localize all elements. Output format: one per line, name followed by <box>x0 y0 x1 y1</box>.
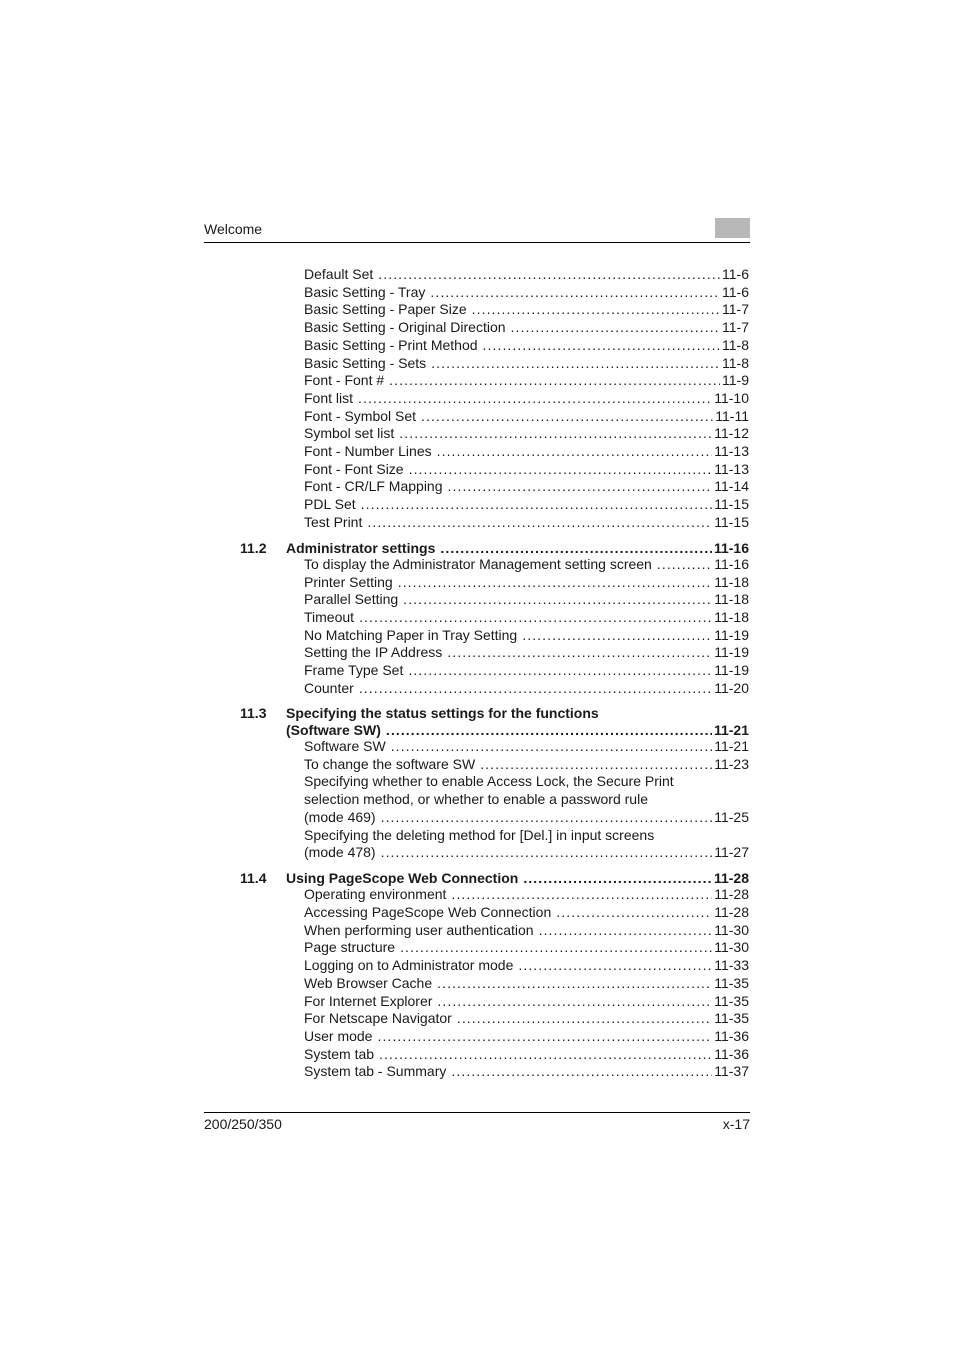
toc-entry-text: Basic Setting - Tray <box>304 283 426 300</box>
toc-entry-mode-478[interactable] <box>304 827 749 862</box>
section-page: 11-21 <box>713 721 749 738</box>
toc-entry[interactable] <box>304 319 749 337</box>
footer-model: 200/250/350 <box>204 1116 282 1132</box>
header-title: Welcome <box>204 221 263 237</box>
toc-entry[interactable] <box>304 1063 749 1081</box>
toc-entry-page: 11-27 <box>714 844 749 861</box>
toc-entry-text: Timeout <box>304 608 355 625</box>
toc-entry-page: 11-35 <box>714 974 749 991</box>
toc-entry-text: PDL Set <box>304 496 356 513</box>
toc-section-11-3[interactable] <box>240 705 749 738</box>
toc-entry[interactable] <box>304 922 749 940</box>
toc-entry-text: Page structure <box>304 939 396 956</box>
toc-entry[interactable] <box>304 609 749 627</box>
toc-entry-text: Default Set <box>304 266 374 282</box>
toc-section-11-3-items <box>240 738 749 773</box>
section-page: 11-28 <box>713 869 749 886</box>
toc-entry-text: System tab - Summary <box>304 1063 447 1080</box>
toc-section-11-2-items <box>240 556 749 698</box>
toc-entry[interactable] <box>304 591 749 609</box>
toc-entry-text: Web Browser Cache <box>304 974 433 991</box>
toc-entry-page: 11-13 <box>714 460 749 477</box>
toc-entry-page: 11-36 <box>714 1027 749 1044</box>
toc-entry[interactable] <box>304 993 749 1011</box>
toc-entry[interactable] <box>304 301 749 319</box>
toc-entry-page: 11-10 <box>714 389 749 406</box>
section-title: Using PageScope Web Connection <box>286 869 519 886</box>
toc-entry[interactable] <box>304 337 749 355</box>
toc-entry-line2: (mode 478) <box>304 844 376 861</box>
section-number: 11.3 <box>240 705 267 722</box>
toc-entry-text: No Matching Paper in Tray Setting <box>304 626 518 643</box>
toc-entry[interactable] <box>304 975 749 993</box>
toc-entry-text: Setting the IP Address <box>304 644 443 661</box>
toc-entry-text: Frame Type Set <box>304 662 404 679</box>
toc-entry-line1: Specifying whether to enable Access Lock, the Secure Print <box>304 773 674 790</box>
section-title-line2: (Software SW) <box>286 721 381 738</box>
toc-entry[interactable] <box>304 662 749 680</box>
page-header <box>204 216 750 243</box>
toc-entry-text: Accessing PageScope Web Connection <box>304 903 552 920</box>
toc-entry-text: Basic Setting - Print Method <box>304 336 478 353</box>
toc-entry[interactable] <box>304 574 749 592</box>
toc-section-11-2[interactable] <box>240 540 749 556</box>
section-title: Administrator settings <box>286 539 436 556</box>
toc-entry[interactable] <box>304 756 749 774</box>
toc-section-11-4[interactable] <box>240 870 749 886</box>
toc-entry[interactable] <box>304 627 749 645</box>
toc-entry-page: 11-21 <box>714 738 749 755</box>
toc-entry-text: Font list <box>304 389 354 406</box>
toc-entry[interactable] <box>304 904 749 922</box>
toc-entry-page: 11-8 <box>722 336 749 353</box>
section-page: 11-16 <box>713 539 749 556</box>
toc-entry-page: 11-30 <box>714 939 749 956</box>
toc-entry-text: Software SW <box>304 738 386 755</box>
toc-entry[interactable] <box>304 408 749 426</box>
toc-entry-page: 11-37 <box>714 1063 749 1080</box>
toc-entry-page: 11-15 <box>714 513 749 530</box>
toc-entry[interactable] <box>304 556 749 574</box>
toc-entry[interactable] <box>304 443 749 461</box>
footer-page-number: x-17 <box>722 1116 750 1132</box>
toc-entry-text: Font - Symbol Set <box>304 407 417 424</box>
toc-entry-page: 11-19 <box>714 662 749 679</box>
toc-entry-line2: selection method, or whether to enable a password rule <box>304 791 648 808</box>
toc-entry[interactable] <box>304 425 749 443</box>
toc-entry-text: When performing user authentication <box>304 921 534 938</box>
toc-entry[interactable] <box>304 461 749 479</box>
toc-entry-page: 11-35 <box>714 1010 749 1027</box>
toc-entry-page: 11-7 <box>722 319 749 336</box>
toc-entry[interactable] <box>304 514 749 532</box>
toc-entry-page: 11-9 <box>722 372 749 389</box>
toc-entry-text: For Netscape Navigator <box>304 1010 452 1027</box>
toc-entry[interactable] <box>304 939 749 957</box>
toc-entry-page: 11-20 <box>714 679 749 696</box>
toc-entry-page: 11-14 <box>714 478 749 495</box>
toc-entry-text: Symbol set list <box>304 425 395 442</box>
toc-entry[interactable] <box>304 355 749 373</box>
toc-entry-text: Font - Number Lines <box>304 443 432 460</box>
toc-entry-text: Parallel Setting <box>304 591 399 608</box>
toc-entry[interactable] <box>304 284 749 302</box>
toc-entry[interactable] <box>304 478 749 496</box>
toc-entry-page: 11-7 <box>722 301 749 318</box>
toc-entry-page: 11-6 <box>722 283 749 300</box>
toc-entry-text: Counter <box>304 679 354 696</box>
toc-entry-text: System tab <box>304 1045 375 1062</box>
toc-intro-group <box>240 266 749 532</box>
toc-entry-page: 11-28 <box>714 886 749 903</box>
toc-entry[interactable] <box>304 1028 749 1046</box>
toc-entry[interactable] <box>304 1010 749 1028</box>
toc-section-11-4-items <box>240 886 749 1081</box>
toc-entry-page: 11-13 <box>714 443 749 460</box>
header-tab-marker <box>715 218 750 238</box>
toc-entry[interactable] <box>304 390 749 408</box>
table-of-contents <box>240 266 749 1081</box>
section-number: 11.2 <box>240 539 267 556</box>
toc-entry[interactable] <box>304 266 749 284</box>
toc-entry[interactable] <box>304 644 749 662</box>
toc-entry[interactable] <box>304 372 749 390</box>
toc-entry-text: Font - Font Size <box>304 460 404 477</box>
toc-entry-page: 11-36 <box>714 1045 749 1062</box>
toc-entry-line3: (mode 469) <box>304 808 376 825</box>
section-number: 11.4 <box>240 869 267 886</box>
toc-entry[interactable] <box>304 957 749 975</box>
toc-entry[interactable] <box>304 680 749 698</box>
toc-entry-text: Font - Font # <box>304 372 385 389</box>
toc-entry-page: 11-33 <box>714 957 749 974</box>
toc-entry-text: Operating environment <box>304 886 447 903</box>
toc-entry-page: 11-6 <box>722 266 749 282</box>
toc-entry-page: 11-19 <box>714 626 749 643</box>
section-title-line1: Specifying the status settings for the functions <box>286 705 599 722</box>
toc-entry-text: Font - CR/LF Mapping <box>304 478 443 495</box>
toc-entry-page: 11-11 <box>715 407 749 424</box>
toc-entry-text: For Internet Explorer <box>304 992 433 1009</box>
toc-entry-page: 11-18 <box>714 608 749 625</box>
toc-entry-page: 11-35 <box>714 992 749 1009</box>
toc-entry-text: Basic Setting - Original Direction <box>304 319 506 336</box>
toc-entry-page: 11-25 <box>714 808 749 825</box>
toc-entry-text: To display the Administrator Management setting screen <box>304 555 652 572</box>
toc-entry-text: Basic Setting - Paper Size <box>304 301 467 318</box>
toc-entry-page: 11-18 <box>714 573 749 590</box>
toc-entry-text: Test Print <box>304 513 363 530</box>
toc-entry-page: 11-30 <box>714 921 749 938</box>
toc-entry-line1: Specifying the deleting method for [Del.] in input screens <box>304 826 655 843</box>
toc-entry-page: 11-28 <box>714 903 749 920</box>
toc-entry-text: User mode <box>304 1027 373 1044</box>
toc-entry-page: 11-8 <box>722 354 749 371</box>
toc-entry[interactable] <box>304 738 749 756</box>
toc-entry[interactable] <box>304 1046 749 1064</box>
toc-entry-text: Basic Setting - Sets <box>304 354 427 371</box>
toc-entry-page: 11-16 <box>714 555 749 572</box>
toc-entry-text: Logging on to Administrator mode <box>304 957 514 974</box>
toc-entry-page: 11-15 <box>714 496 749 513</box>
toc-entry-text: Printer Setting <box>304 573 393 590</box>
page-footer <box>204 1112 750 1132</box>
toc-entry[interactable] <box>304 496 749 514</box>
toc-entry-text: To change the software SW <box>304 755 476 772</box>
toc-entry-mode-469[interactable] <box>304 773 749 826</box>
toc-entry-page: 11-19 <box>714 644 749 661</box>
toc-entry-page: 11-23 <box>714 755 749 772</box>
toc-entry-page: 11-18 <box>714 591 749 608</box>
toc-entry-page: 11-12 <box>714 425 749 442</box>
toc-entry[interactable] <box>304 886 749 904</box>
